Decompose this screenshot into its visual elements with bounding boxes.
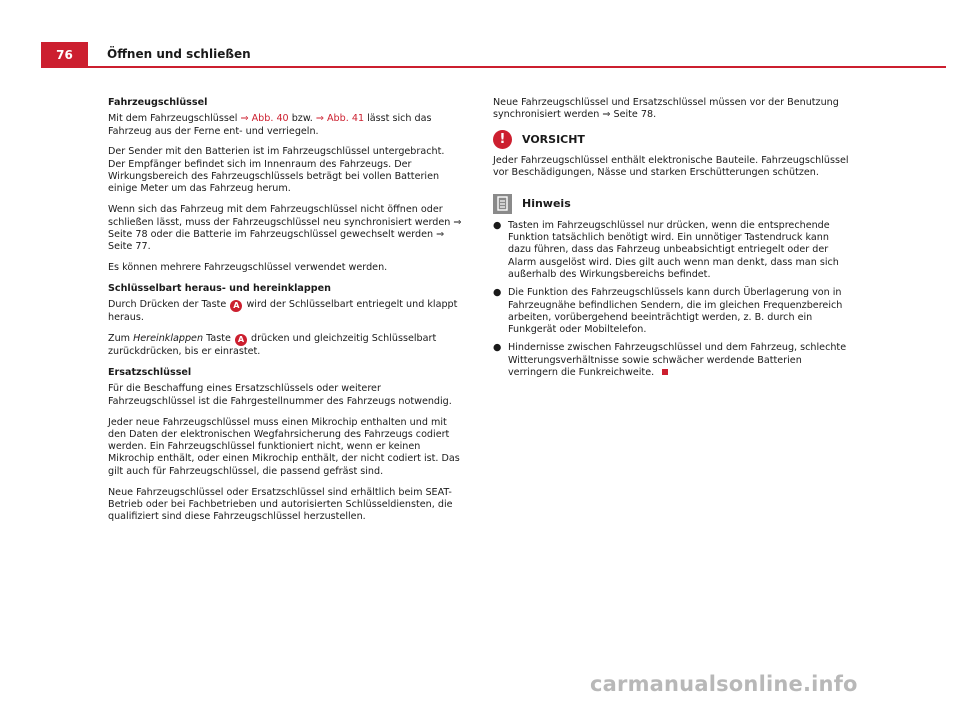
figure-link-abb-41[interactable]: ⇒ Abb. 41 (315, 113, 365, 125)
paragraph-fold-in: Zum Hereinklappen Taste A drücken und gleichzeitig Schlüsselbart zurückdrücken, bis er einrastet. (108, 333, 437, 358)
note-bullet-text: Tasten im Fahrzeugschlüssel nur drücken, wenn die entsprechende Funktion tatsächlich benötigt wird. Ein unnötiger Tastendruck kann dazu führen, dass das Fahrzeug unbeabsichtigt entriegelt oder der Alarm ausgelöst wird. Dies gilt auch wenn man denkt, dass man sich außerhalb des Wirkungsbereichs befindet. (508, 219, 839, 280)
paragraph-sender: Der Sender mit den Batterien ist im Fahrzeugschlüssel untergebracht. Der Empfänger befindet sich im Innenraum des Fahrzeugs. Der Wirkungsbereich des Fahrzeugschlüssels beträgt bei vollen Batterien einige Meter um das Fahrzeug herum. (108, 146, 445, 195)
note-icon (493, 194, 512, 214)
note-bullet-text: Die Funktion des Fahrzeugschlüssels kann durch Überlagerung von in Fahrzeugnähe befindlichen Sendern, die im gleichen Frequenzbereich arbeiten, vorübergehend beeinträchtigt werden, z. B. durch ein Funkgerät oder Mobiltelefon. (508, 287, 843, 336)
key-a-icon: A (235, 334, 247, 346)
bullet-icon: ● (493, 342, 502, 354)
caution-title: VORSICHT (522, 132, 585, 146)
paragraph-intro: Mit dem Fahrzeugschlüssel ⇒ Abb. 40 bzw. ⇒ Abb. 41 lässt sich das Fahrzeug aus der Ferne ent- und verriegeln. (108, 113, 432, 137)
note-header (493, 194, 853, 214)
note-title: Hinweis (522, 196, 571, 210)
caution-header (493, 130, 853, 149)
bullet-icon: ● (493, 219, 502, 231)
paragraph-sync-new-keys: Neue Fahrzeugschlüssel und Ersatzschlüssel müssen vor der Benutzung synchronisiert werden ⇒ Seite 78. (493, 97, 839, 121)
section-end-marker (662, 369, 668, 375)
warning-icon: ! (493, 130, 512, 149)
left-column (108, 97, 464, 532)
paragraph-microchip: Jeder neue Fahrzeugschlüssel muss einen Mikrochip enthalten und mit den Daten der elektronischen Wegfahrsicherung des Fahrzeugs codiert werden. Ein Fahrzeugschlüssel funktioniert nicht, wenn er keinen Mikrochip enthält, oder einen Mikrochip enthält, der nicht codiert ist. Das gilt auch für Fahrzeugschlüssel, die passend gefräst sind. (108, 416, 460, 477)
paragraph-synchronize: Wenn sich das Fahrzeug mit dem Fahrzeugschlüssel nicht öffnen oder schließen lässt, muss der Fahrzeugschlüssel neu synchronisiert werden ⇒ Seite 78 oder die Batterie im Fahrzeugschlüssel gewechselt werden ⇒ Seite 77. (108, 204, 462, 253)
caution-text: Jeder Fahrzeugschlüssel enthält elektronische Bauteile. Fahrzeugschlüssel vor Beschädigungen, Nässe und starken Erschütterungen schützen. (493, 155, 849, 179)
list-item (493, 220, 853, 281)
paragraph-dealers: Neue Fahrzeugschlüssel oder Ersatzschlüssel sind erhältlich beim SEAT-Betrieb oder bei Fachbetrieben und autorisierten Schlüsseldiensten, die qualifiziert sind diese Fahrzeugschlüssel herzustellen. (108, 486, 453, 523)
heading-fahrzeugschluessel: Fahrzeugschlüssel (108, 97, 208, 108)
paragraph-multiple-keys: Es können mehrere Fahrzeugschlüssel verwendet werden. (108, 262, 388, 274)
paragraph-fold-out: Durch Drücken der Taste A wird der Schlüsselbart entriegelt und klappt heraus. (108, 299, 458, 324)
list-item (493, 342, 853, 379)
chapter-title: Öffnen und schließen (107, 47, 251, 61)
figure-link-abb-40[interactable]: ⇒ Abb. 40 (240, 113, 289, 125)
heading-ersatzschluessel: Ersatzschlüssel (108, 367, 192, 379)
right-column (493, 97, 853, 385)
note-bullet-text: Hindernisse zwischen Fahrzeugschlüssel und dem Fahrzeug, schlechte Witterungsverhältnisse sowie schwächer werdende Batterien verringern die Funkreichweite. (508, 342, 847, 379)
key-a-icon: A (230, 300, 242, 312)
header-divider (41, 66, 946, 68)
page-number: 76 (41, 42, 88, 68)
watermark: carmanualsonline.info (590, 672, 858, 696)
bullet-icon: ● (493, 287, 502, 299)
heading-fold-key: Schlüsselbart heraus- und hereinklappen (108, 282, 331, 294)
page-header (41, 42, 946, 68)
paragraph-vin: Für die Beschaffung eines Ersatzschlüssels oder weiterer Fahrzeugschlüssel ist die Fahrgestellnummer des Fahrzeugs notwendig. (108, 383, 452, 407)
list-item (493, 287, 853, 336)
